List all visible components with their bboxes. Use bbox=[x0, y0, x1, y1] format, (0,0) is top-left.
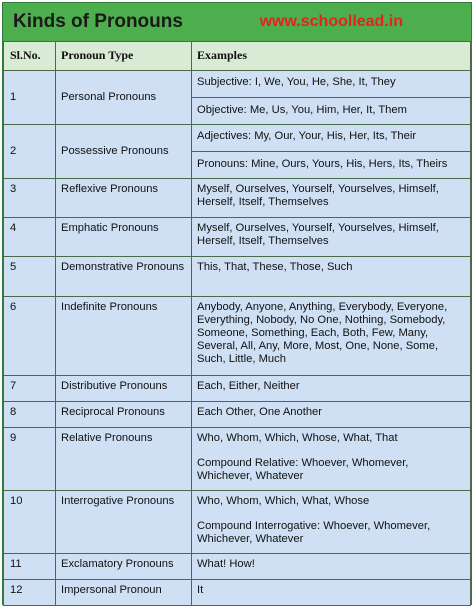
title-bar bbox=[3, 3, 471, 41]
website-label: www.schoollead.in bbox=[259, 13, 403, 30]
row-type: Impersonal Pronoun bbox=[56, 580, 192, 606]
examples-line: Subjective: I, We, You, He, She, It, They bbox=[197, 76, 396, 88]
row-examples bbox=[192, 402, 471, 428]
row-number: 9 bbox=[4, 428, 56, 491]
row-examples bbox=[192, 376, 471, 402]
examples-line: Who, Whom, Which, What, Whose bbox=[197, 495, 370, 507]
page-title: Kinds of Pronouns bbox=[13, 11, 183, 32]
examples-line: Who, Whom, Which, Whose, What, That bbox=[197, 432, 398, 444]
table-row bbox=[4, 428, 471, 491]
table-row bbox=[4, 554, 471, 580]
examples-line: Compound Interrogative: Whoever, Whomever, Whichever, Whatever bbox=[197, 520, 431, 545]
row-number: 3 bbox=[4, 179, 56, 218]
row-type: Indefinite Pronouns bbox=[56, 297, 192, 376]
row-number: 6 bbox=[4, 297, 56, 376]
pronoun-table bbox=[3, 41, 471, 606]
table-row bbox=[4, 179, 471, 218]
table-row bbox=[4, 257, 471, 297]
row-examples bbox=[192, 218, 471, 257]
table-row bbox=[4, 580, 471, 606]
row-type: Exclamatory Pronouns bbox=[56, 554, 192, 580]
table-row bbox=[4, 297, 471, 376]
row-type: Personal Pronouns bbox=[56, 71, 192, 125]
table-row bbox=[4, 376, 471, 402]
table-row bbox=[4, 491, 471, 554]
row-number: 10 bbox=[4, 491, 56, 554]
row-number: 2 bbox=[4, 125, 56, 179]
row-type: Emphatic Pronouns bbox=[56, 218, 192, 257]
row-type: Reciprocal Pronouns bbox=[56, 402, 192, 428]
row-examples bbox=[192, 179, 471, 218]
table-row bbox=[4, 71, 471, 125]
row-examples bbox=[192, 428, 471, 491]
examples-line: Each, Either, Neither bbox=[197, 380, 300, 392]
examples-line: Myself, Ourselves, Yourself, Yourselves, Himself, Herself, Itself, Themselves bbox=[197, 183, 439, 208]
examples-line: Adjectives: My, Our, Your, His, Her, Its, Their bbox=[197, 130, 417, 142]
examples-line: It bbox=[197, 584, 204, 596]
examples-line: Myself, Ourselves, Yourself, Yourselves, Himself, Herself, Itself, Themselves bbox=[197, 222, 439, 247]
pronouns-chart bbox=[2, 2, 472, 605]
row-number: 8 bbox=[4, 402, 56, 428]
row-number: 12 bbox=[4, 580, 56, 606]
column-header-type: Pronoun Type bbox=[56, 42, 192, 71]
row-examples bbox=[192, 580, 471, 606]
row-type: Possessive Pronouns bbox=[56, 125, 192, 179]
column-header-examples: Examples bbox=[192, 42, 471, 71]
table-row bbox=[4, 218, 471, 257]
examples-line: Pronouns: Mine, Ours, Yours, His, Hers, Its, Theirs bbox=[192, 151, 470, 178]
examples-line: What! How! bbox=[197, 558, 255, 570]
table-header-row bbox=[4, 42, 471, 71]
row-examples bbox=[192, 554, 471, 580]
row-type: Interrogative Pronouns bbox=[56, 491, 192, 554]
row-examples bbox=[192, 71, 471, 125]
examples-line: Compound Relative: Whoever, Whomever, Whichever, Whatever bbox=[197, 457, 409, 482]
row-type: Demonstrative Pronouns bbox=[56, 257, 192, 297]
row-examples bbox=[192, 297, 471, 376]
row-number: 7 bbox=[4, 376, 56, 402]
row-number: 4 bbox=[4, 218, 56, 257]
row-type: Relative Pronouns bbox=[56, 428, 192, 491]
examples-line: Each Other, One Another bbox=[197, 406, 323, 418]
table-row bbox=[4, 125, 471, 179]
row-number: 11 bbox=[4, 554, 56, 580]
row-number: 1 bbox=[4, 71, 56, 125]
row-type: Reflexive Pronouns bbox=[56, 179, 192, 218]
row-type: Distributive Pronouns bbox=[56, 376, 192, 402]
row-examples bbox=[192, 491, 471, 554]
column-header-slno: Sl.No. bbox=[4, 42, 56, 71]
row-number: 5 bbox=[4, 257, 56, 297]
examples-line: This, That, These, Those, Such bbox=[197, 261, 353, 273]
row-examples bbox=[192, 125, 471, 179]
table-row bbox=[4, 402, 471, 428]
examples-line: Objective: Me, Us, You, Him, Her, It, Them bbox=[192, 97, 470, 124]
examples-line: Anybody, Anyone, Anything, Everybody, Everyone, Everything, Nobody, No One, Nothing, Somebody, Someone, Something, Each, Both, Few, Many, Several, All, Any, More, Most, One, None, Some, Such, Little, Much bbox=[197, 301, 448, 365]
row-examples bbox=[192, 257, 471, 297]
